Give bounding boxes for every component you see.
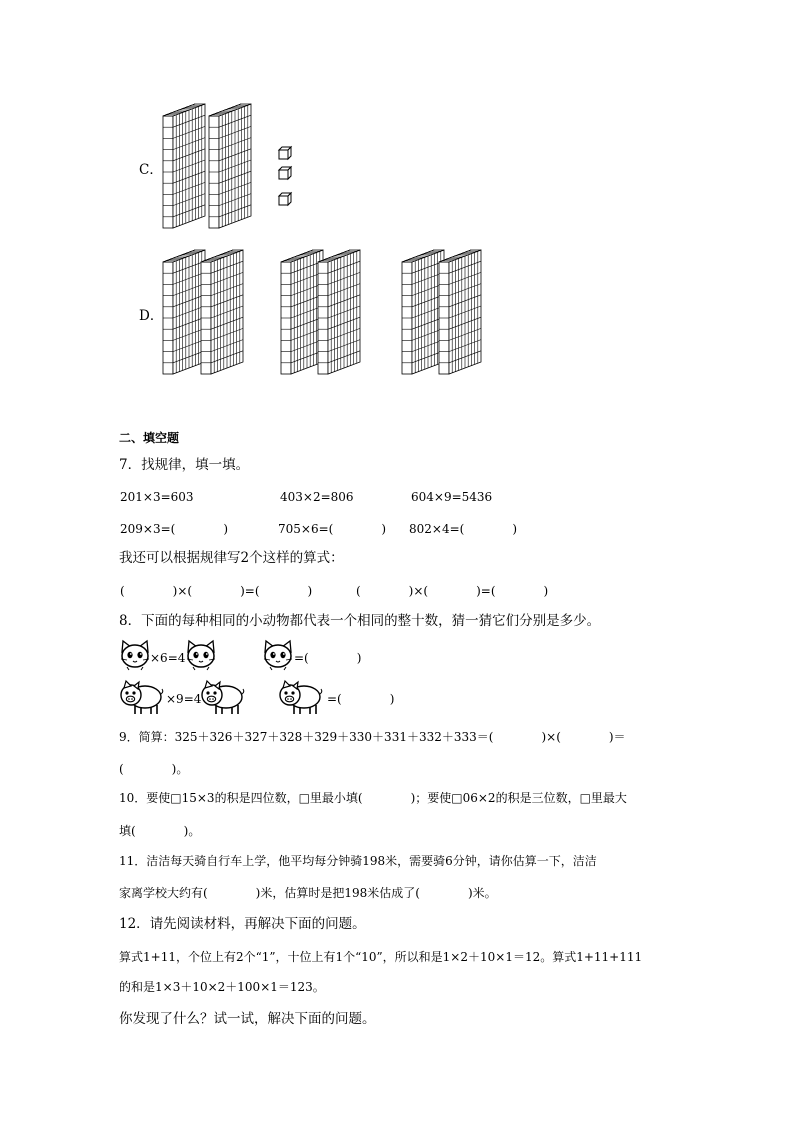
q8-cat-formula: ×6=4 (150, 651, 186, 665)
q12-line3: 你发现了什么？试一试，解决下面的问题。 (119, 1011, 376, 1027)
section-title: 二、填空题 (119, 431, 180, 445)
option-d-hundred-flat-2 (201, 250, 245, 374)
option-d-hundred-flat-4 (318, 250, 362, 374)
pig-icon (200, 680, 244, 716)
q7-prompt: 我还可以根据规律写2个这样的算式： (119, 550, 344, 566)
option-d-label: D． (139, 308, 164, 324)
q8-pig-answer[interactable]: =( ) (327, 692, 395, 706)
q9-line2[interactable]: ( )。 (119, 762, 189, 776)
option-c-unit-cube-1 (278, 146, 292, 160)
q7-example-1: 201×3=603 (120, 490, 194, 504)
cat-icon (262, 640, 294, 670)
q7-blank-1[interactable]: 209×3=( ) (120, 522, 229, 536)
q7-custom-formula-1[interactable]: ( )×( )=( ) (120, 584, 313, 598)
cat-icon (119, 640, 151, 670)
q7-blank-2[interactable]: 705×6=( ) (278, 522, 387, 536)
q8-pig-formula: ×9=4 (166, 692, 202, 706)
q10-line1[interactable]: 10．要使□15×3的积是四位数，□里最小填( )；要使□06×2的积是三位数，□里最大 (119, 791, 627, 805)
q12-title: 12．请先阅读材料，再解决下面的问题。 (119, 916, 366, 932)
q11-line1: 11．洁洁每天骑自行车上学，他平均每分钟骑198米，需要骑6分钟，请你估算一下，洁洁 (119, 854, 597, 868)
option-c-unit-cube-3 (278, 192, 292, 206)
option-c-hundred-flat-1 (163, 104, 207, 228)
q8-cat-answer[interactable]: =( ) (294, 651, 362, 665)
q12-line2: 的和是1×3＋10×2＋100×1＝123。 (119, 980, 325, 994)
q7-custom-formula-2[interactable]: ( )×( )=( ) (356, 584, 549, 598)
q9-line1[interactable]: 9．简算：325＋326＋327＋328＋329＋330＋331＋332＋333＝( )×( )＝ (119, 730, 626, 744)
q7-title: 7．找规律，填一填。 (119, 457, 250, 473)
option-d-hundred-flat-6 (439, 250, 483, 374)
q7-example-3: 604×9=5436 (411, 490, 493, 504)
q7-blank-3[interactable]: 802×4=( ) (409, 522, 518, 536)
q10-line2[interactable]: 填( )。 (119, 824, 201, 838)
q12-line1: 算式1+11，个位上有2个“1”，十位上有1个“10”，所以和是1×2＋10×1＝12。算式1+11+111 (119, 950, 643, 964)
q11-line2[interactable]: 家离学校大约有( )米，估算时是把198米估成了( )米。 (119, 886, 497, 900)
cat-icon (185, 640, 217, 670)
option-c-hundred-flat-2 (209, 104, 253, 228)
option-c-unit-cube-2 (278, 166, 292, 180)
q7-example-2: 403×2=806 (280, 490, 354, 504)
pig-icon (278, 680, 322, 716)
option-c-label: C． (139, 162, 163, 178)
pig-icon (119, 680, 163, 716)
q8-title: 8．下面的每种相同的小动物都代表一个相同的整十数，猜一猜它们分别是多少。 (119, 613, 601, 629)
